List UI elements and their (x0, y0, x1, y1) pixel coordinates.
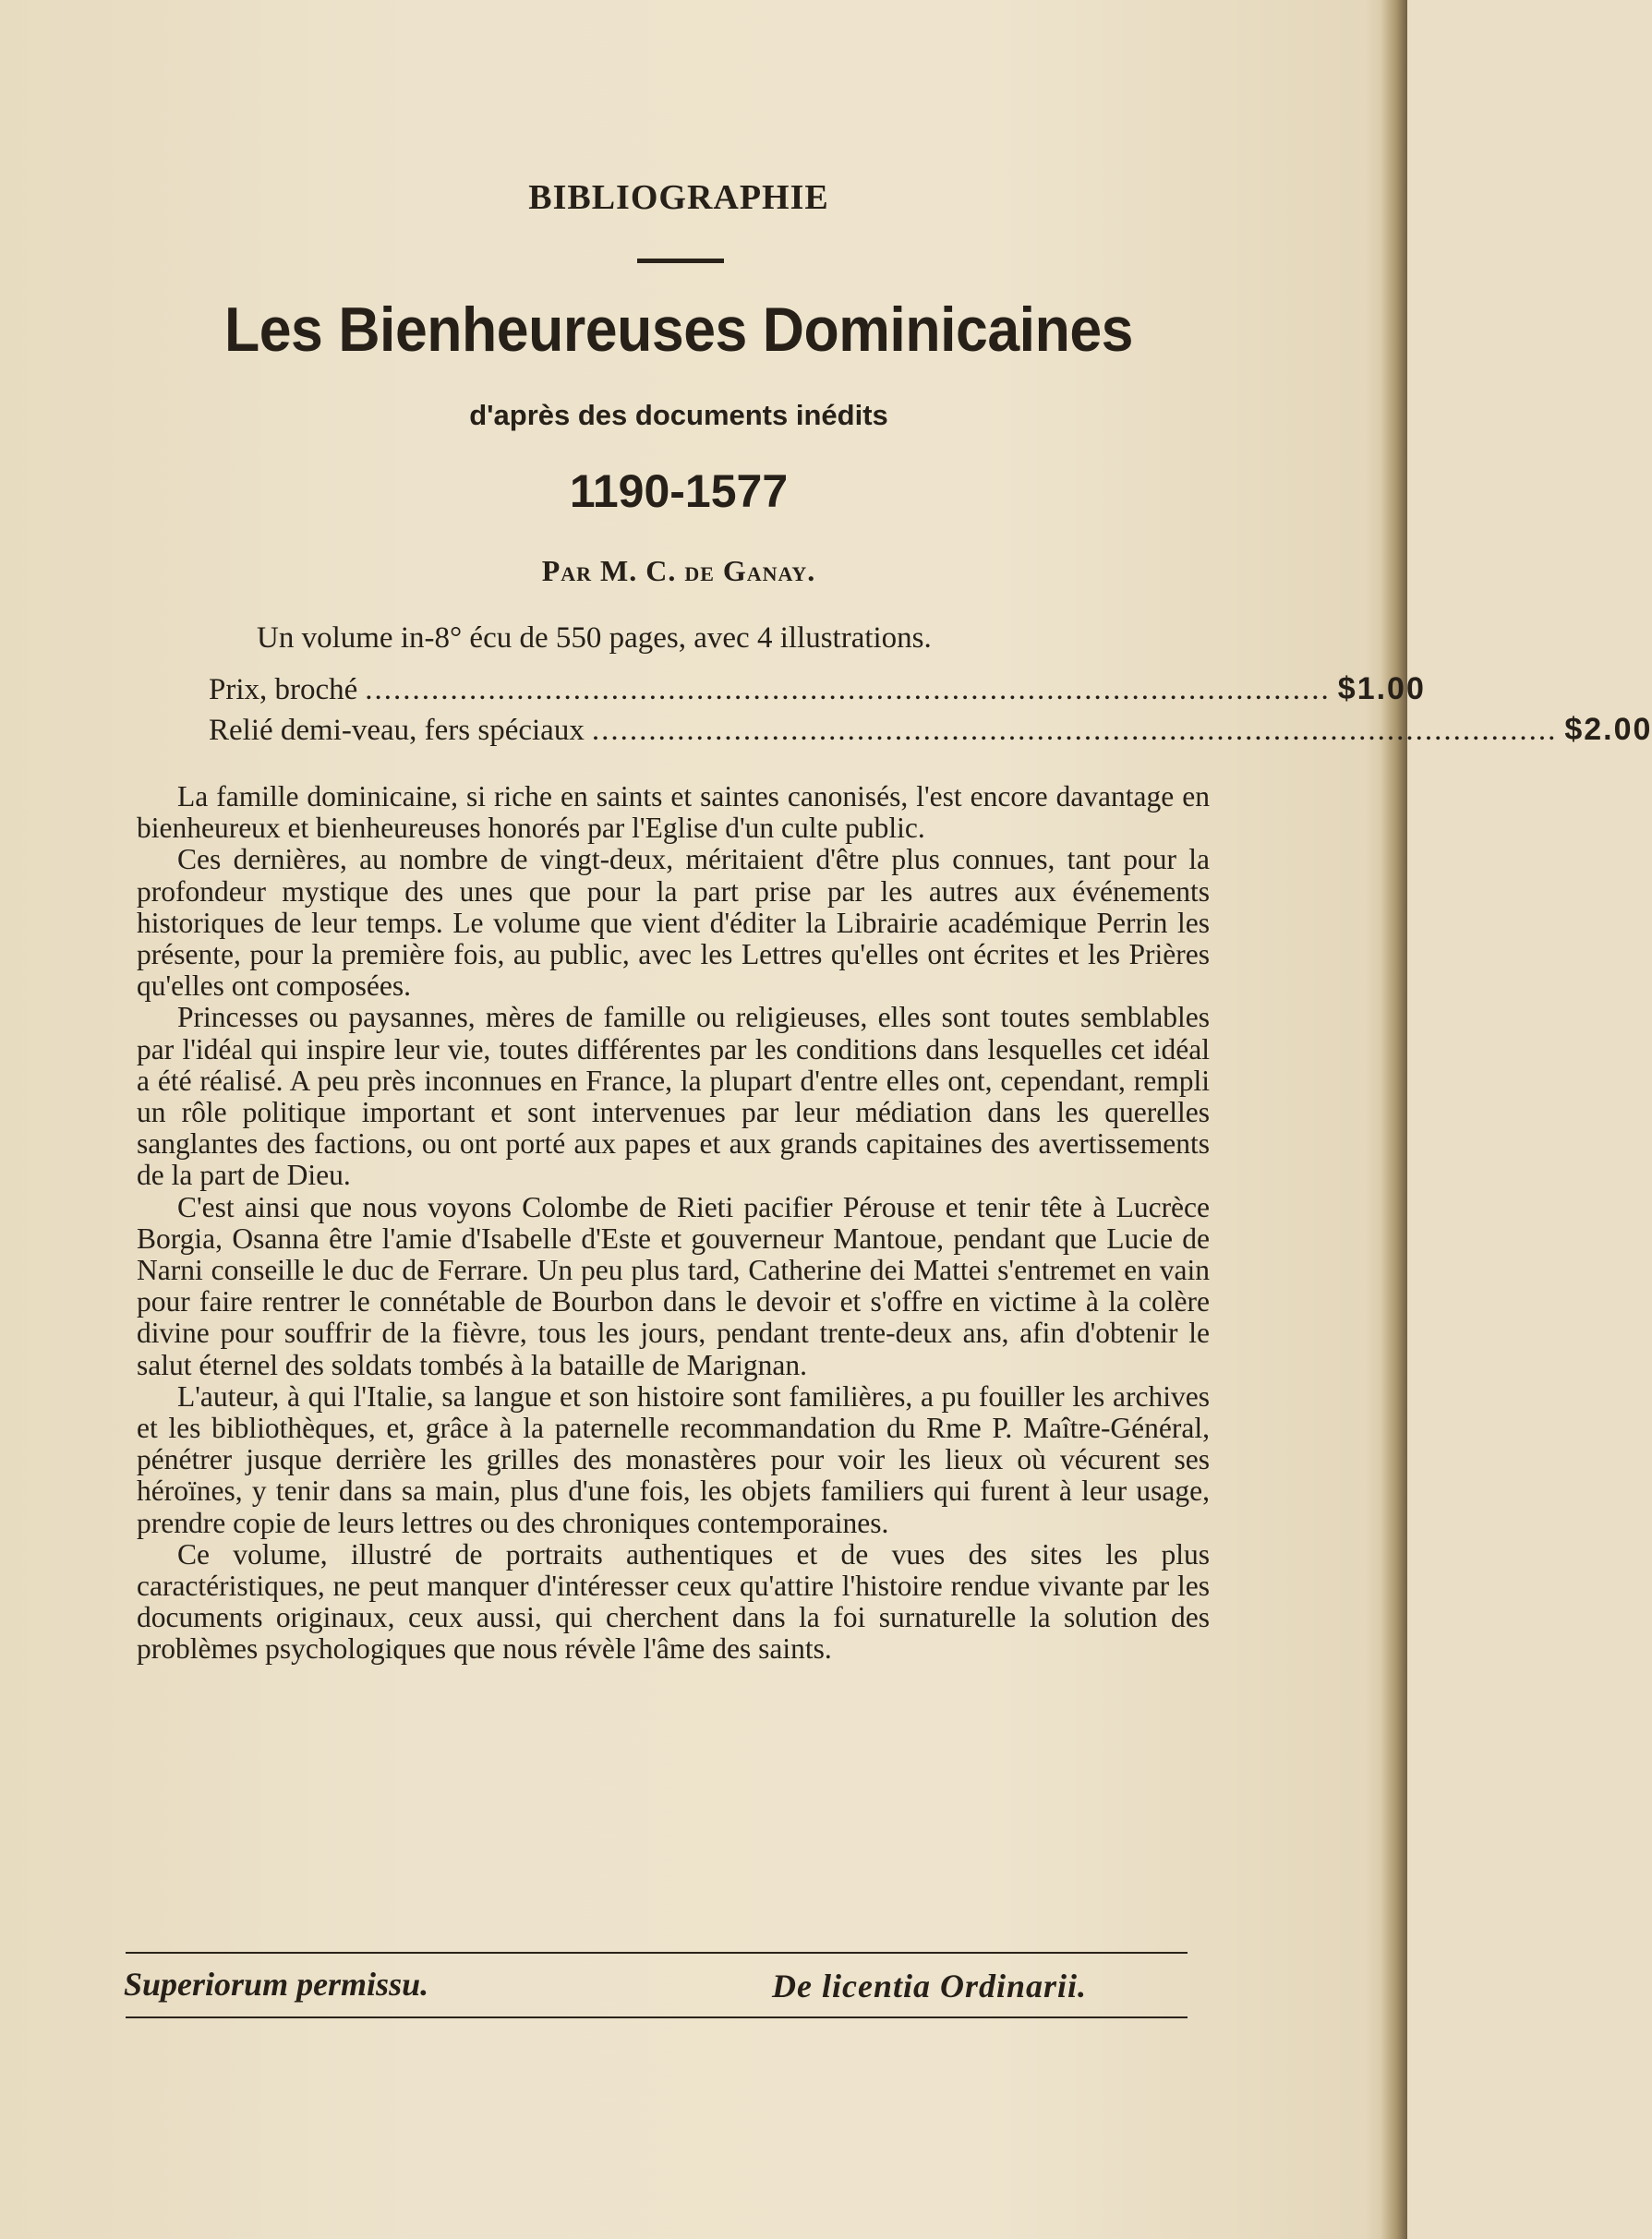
imprimatur-right: De licentia Ordinarii. (772, 1968, 1088, 2004)
leader-dots: ...................................................................................................... (365, 673, 1331, 706)
price-row-relie (209, 712, 1652, 752)
section-heading: BIBLIOGRAPHIE (528, 178, 829, 217)
price-label: Relié demi-veau, fers spéciaux (209, 714, 585, 747)
paragraph: Ces dernières, au nombre de vingt-deux, méritaient d'être plus connues, tant pour la profondeur mystique des unes que pour la part prise par les autres aux événements historiques de leur temps. Le volume que vient d'éditer la Librairie académique Perrin les présente, pour la première fois, au public, avec les Lettres qu'elles ont écrites et les Prières qu'elles ont composées. (137, 843, 1210, 1003)
footer-rule-bottom (126, 2016, 1188, 2018)
book-years: 1190-1577 (569, 465, 789, 517)
leader-dots: ...................................................................................................... (591, 714, 1558, 747)
price-amount: $2.00 (1564, 712, 1652, 747)
book-title: Les Bienheureuses Dominicaines (223, 295, 1134, 365)
book-author: Par M. C. de Ganay. (541, 554, 816, 587)
imprimatur-left: Superiorum permissu. (124, 1966, 429, 2003)
paragraph: La famille dominicaine, si riche en saints et saintes canonisés, l'est encore davantage en bienheureux et bienheureuses honorés par l'Eglise d'un culte public. (137, 780, 1210, 845)
paragraph: L'auteur, à qui l'Italie, sa langue et son histoire sont familières, a pu fouiller les archives et les bibliothèques, et, grâce à la paternelle recommandation du Rme P. Maître-Général, pénétrer jusque derrière les grilles des monastères pour voir les lieux où vécurent ses héroïnes, y tenir dans sa main, plus d'une fois, les objets familiers qui furent à leur usage, prendre copie de leurs lettres ou des chroniques contemporaines. (137, 1379, 1210, 1539)
price-label: Prix, broché (209, 673, 358, 706)
paragraph: Ce volume, illustré de portraits authentiques et de vues des sites les plus caractéristiques, ne peut manquer d'intéresser ceux qu'attire l'histoire rendue vivante par les documents originaux, ceux aussi, qui cherchent dans la foi surnaturelle la solution des problèmes psychologiques que nous révèle l'âme des saints. (137, 1537, 1210, 1666)
volume-info: Un volume in-8° écu de 550 pages, avec 4 illustrations. (257, 621, 932, 655)
heading-rule (637, 259, 724, 263)
footer-rule-top (126, 1952, 1188, 1954)
page-edge (1381, 0, 1407, 2239)
description-text (137, 781, 1210, 1666)
price-row-broche (209, 671, 1426, 712)
book-subtitle: d'après des documents inédits (469, 399, 888, 431)
price-amount: $1.00 (1337, 671, 1426, 706)
paragraph: Princesses ou paysannes, mères de famille ou religieuses, elles sont toutes semblables par l'idéal qui inspire leur vie, toutes différentes par les conditions dans lesquelles cet idéal a été réalisé. A peu près inconnues en France, la plupart d'entre elles ont, cependant, rempli un rôle politique important et sont intervenues par leur médiation dans les querelles sanglantes des factions, ou ont porté aux papes et aux grands capitaines des avertissements de la part de Dieu. (137, 1001, 1210, 1192)
paragraph: C'est ainsi que nous voyons Colombe de Rieti pacifier Pérouse et tenir tête à Lucrèce Borgia, Osanna être l'amie d'Isabelle d'Este et gouverneur Mantoue, pendant que Lucie de Narni conseille le duc de Ferrare. Un peu plus tard, Catherine dei Mattei s'entremet en vain pour faire rentrer le connétable de Bourbon dans le devoir et s'offre en victime à la colère divine pour souffrir de la fièvre, tous les jours, pendant trente-deux ans, afin d'obtenir le salut éternel des soldats tombés à la bataille de Marignan. (137, 1190, 1210, 1381)
